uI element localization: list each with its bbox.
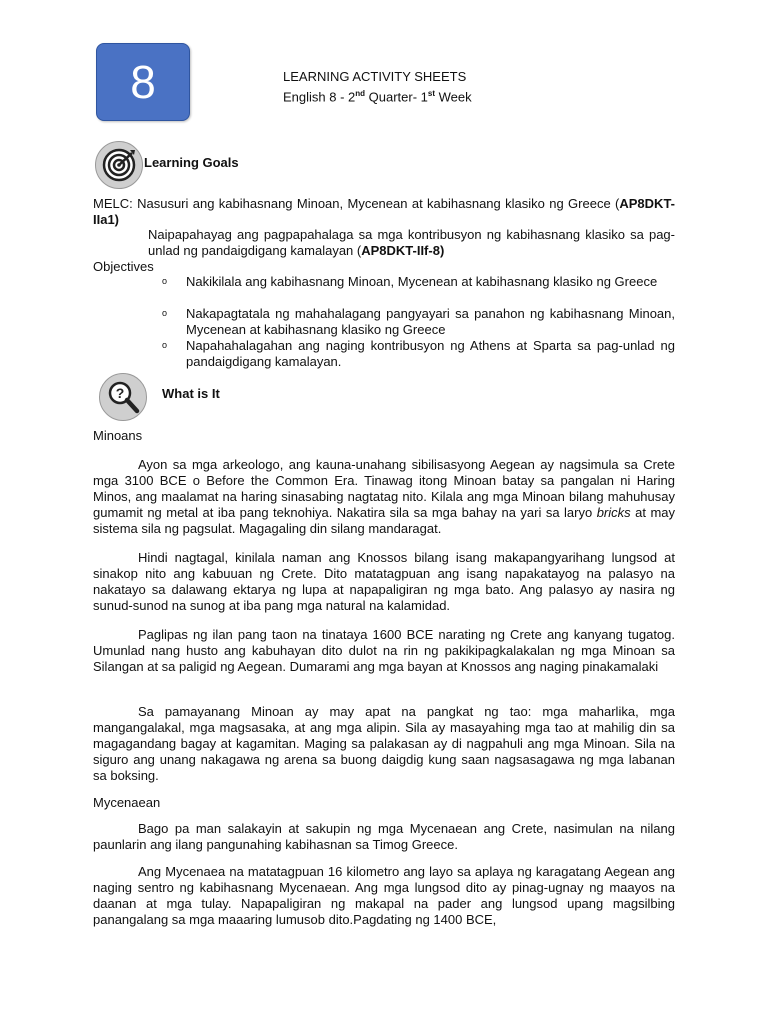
melc-2: Naipapahayag ang pagpapahalaga sa mga kontribusyon ng kabihasnang klasiko sa pag-unlad ng pandaigdigang kamalayan (AP8DKT-IIf-8) [148, 227, 675, 258]
target-icon [95, 141, 143, 189]
subject-line: English 8 - 2nd Quarter- 1st Week [283, 89, 472, 105]
objectives-label: Objectives [93, 259, 154, 274]
paragraph-peak: Paglipas ng ilan pang taon na tinataya 1600 BCE narating ng Crete ang kanyang tugatog. Umunlad nang husto ang kabuhayan dito dulot na rin ng pakikipagkalakalan ng mga Minoan sa Silangan at sa paligid ng Aegean. Dumarami ang mga bayan at Knossos ang naging pinakamalaki [93, 627, 675, 674]
paragraph-society: Sa pamayanang Minoan ay may apat na pangkat ng tao: mga maharlika, mga mangangalakal, mga magsasaka, at ang mga alipin. Sila ay masayahing mga tao at mahilig din sa magagandang bagay at kagamitan. Maging sa palakasan ay di nagpahuli ang mga Minoan. Sila na siguro ang unang nakagawa ng arena sa buong daigdig kung saan nagsasagawa ng mga labanan sa boksing. [93, 704, 675, 783]
bullet-marker: o [162, 276, 168, 286]
melc-1: MELC: Nasusuri ang kabihasnang Minoan, Mycenean at kabihasnang klasiko ng Greece (AP8DKT-IIa1) [93, 196, 675, 227]
paragraph-mycenaean-intro: Bago pa man salakayin at sakupin ng mga Mycenaean ang Crete, nasimulan na nilang paunlarin ang ilang pangunahing kabihasnan sa Timog Greece. [93, 821, 675, 852]
objective-item: Nakapagtatala ng mahahalagang pangyayari sa panahon ng kabihasnang Minoan, Mycenean at kabihasnang klasiko ng Greece [186, 306, 675, 337]
bullet-marker: o [162, 308, 168, 318]
header-title [283, 68, 472, 105]
paragraph-mycenaea-center: Ang Mycenaea na matatagpuan 16 kilometro ang layo sa aplaya ng karagatang Aegean ang naging sentro ng kabihasnang Mycenaean. Ang mga lungsod dito ay pinag-ugnay ng maayos na daanan at mga tulay. Napapaligiran ng makapal na pader ang lungsod upang magsilbing panangalang sa mga maaaring lumusob dito.Pagdating ng 1400 BCE, [93, 864, 675, 927]
objective-item: Nakikilala ang kabihasnang Minoan, Mycenean at kabihasnang klasiko ng Greece [186, 274, 658, 289]
paragraph-minoan-origin: Ayon sa mga arkeologo, ang kauna-unahang sibilisasyong Aegean ay nagsimula sa Crete mga 3100 BCE o Before the Common Era. Tinawag itong Minoan batay sa pangalan ni Haring Minos, ang maalamat na haring sinasabing nagtatag nito. Kilala ang mga Minoan bilang mahuhusay gumamit ng metal at iba pang teknohiya. Nakatira sila sa mga bahay na yari sa laryo bricks at may sistema sila ng pagsulat. Magagaling din silang mandaragat. [93, 457, 676, 536]
learning-goals-heading: Learning Goals [144, 155, 239, 170]
question-magnifier-icon [99, 373, 147, 421]
svg-text:?: ? [115, 385, 125, 401]
objective-item: Napahahalagahan ang naging kontribusyon ng Athens at Sparta sa pag-unlad ng pandaigdigang kamalayan. [186, 338, 675, 369]
bullet-marker: o [162, 340, 168, 350]
paragraph-knossos: Hindi nagtagal, kinilala naman ang Knossos bilang isang makapangyarihang lungsod at sinakop nito ang kabuuan ng Crete. Dito matatagpuan ang isang napakatayog na palasyo na nakatayo sa dalawang ektarya ng lupa at napapaligiran ng mga bato. Ang palasyo ay nasira ng sunud-sunod na sunog at iba pang mga natural na kalamidad. [93, 550, 675, 613]
what-is-it-heading: What is It [162, 386, 220, 401]
minoans-label: Minoans [93, 428, 143, 443]
sheet-title: LEARNING ACTIVITY SHEETS [283, 69, 467, 84]
grade-badge [96, 43, 190, 121]
mycenaean-label: Mycenaean [93, 795, 161, 810]
grade-number: 8 [130, 56, 156, 108]
